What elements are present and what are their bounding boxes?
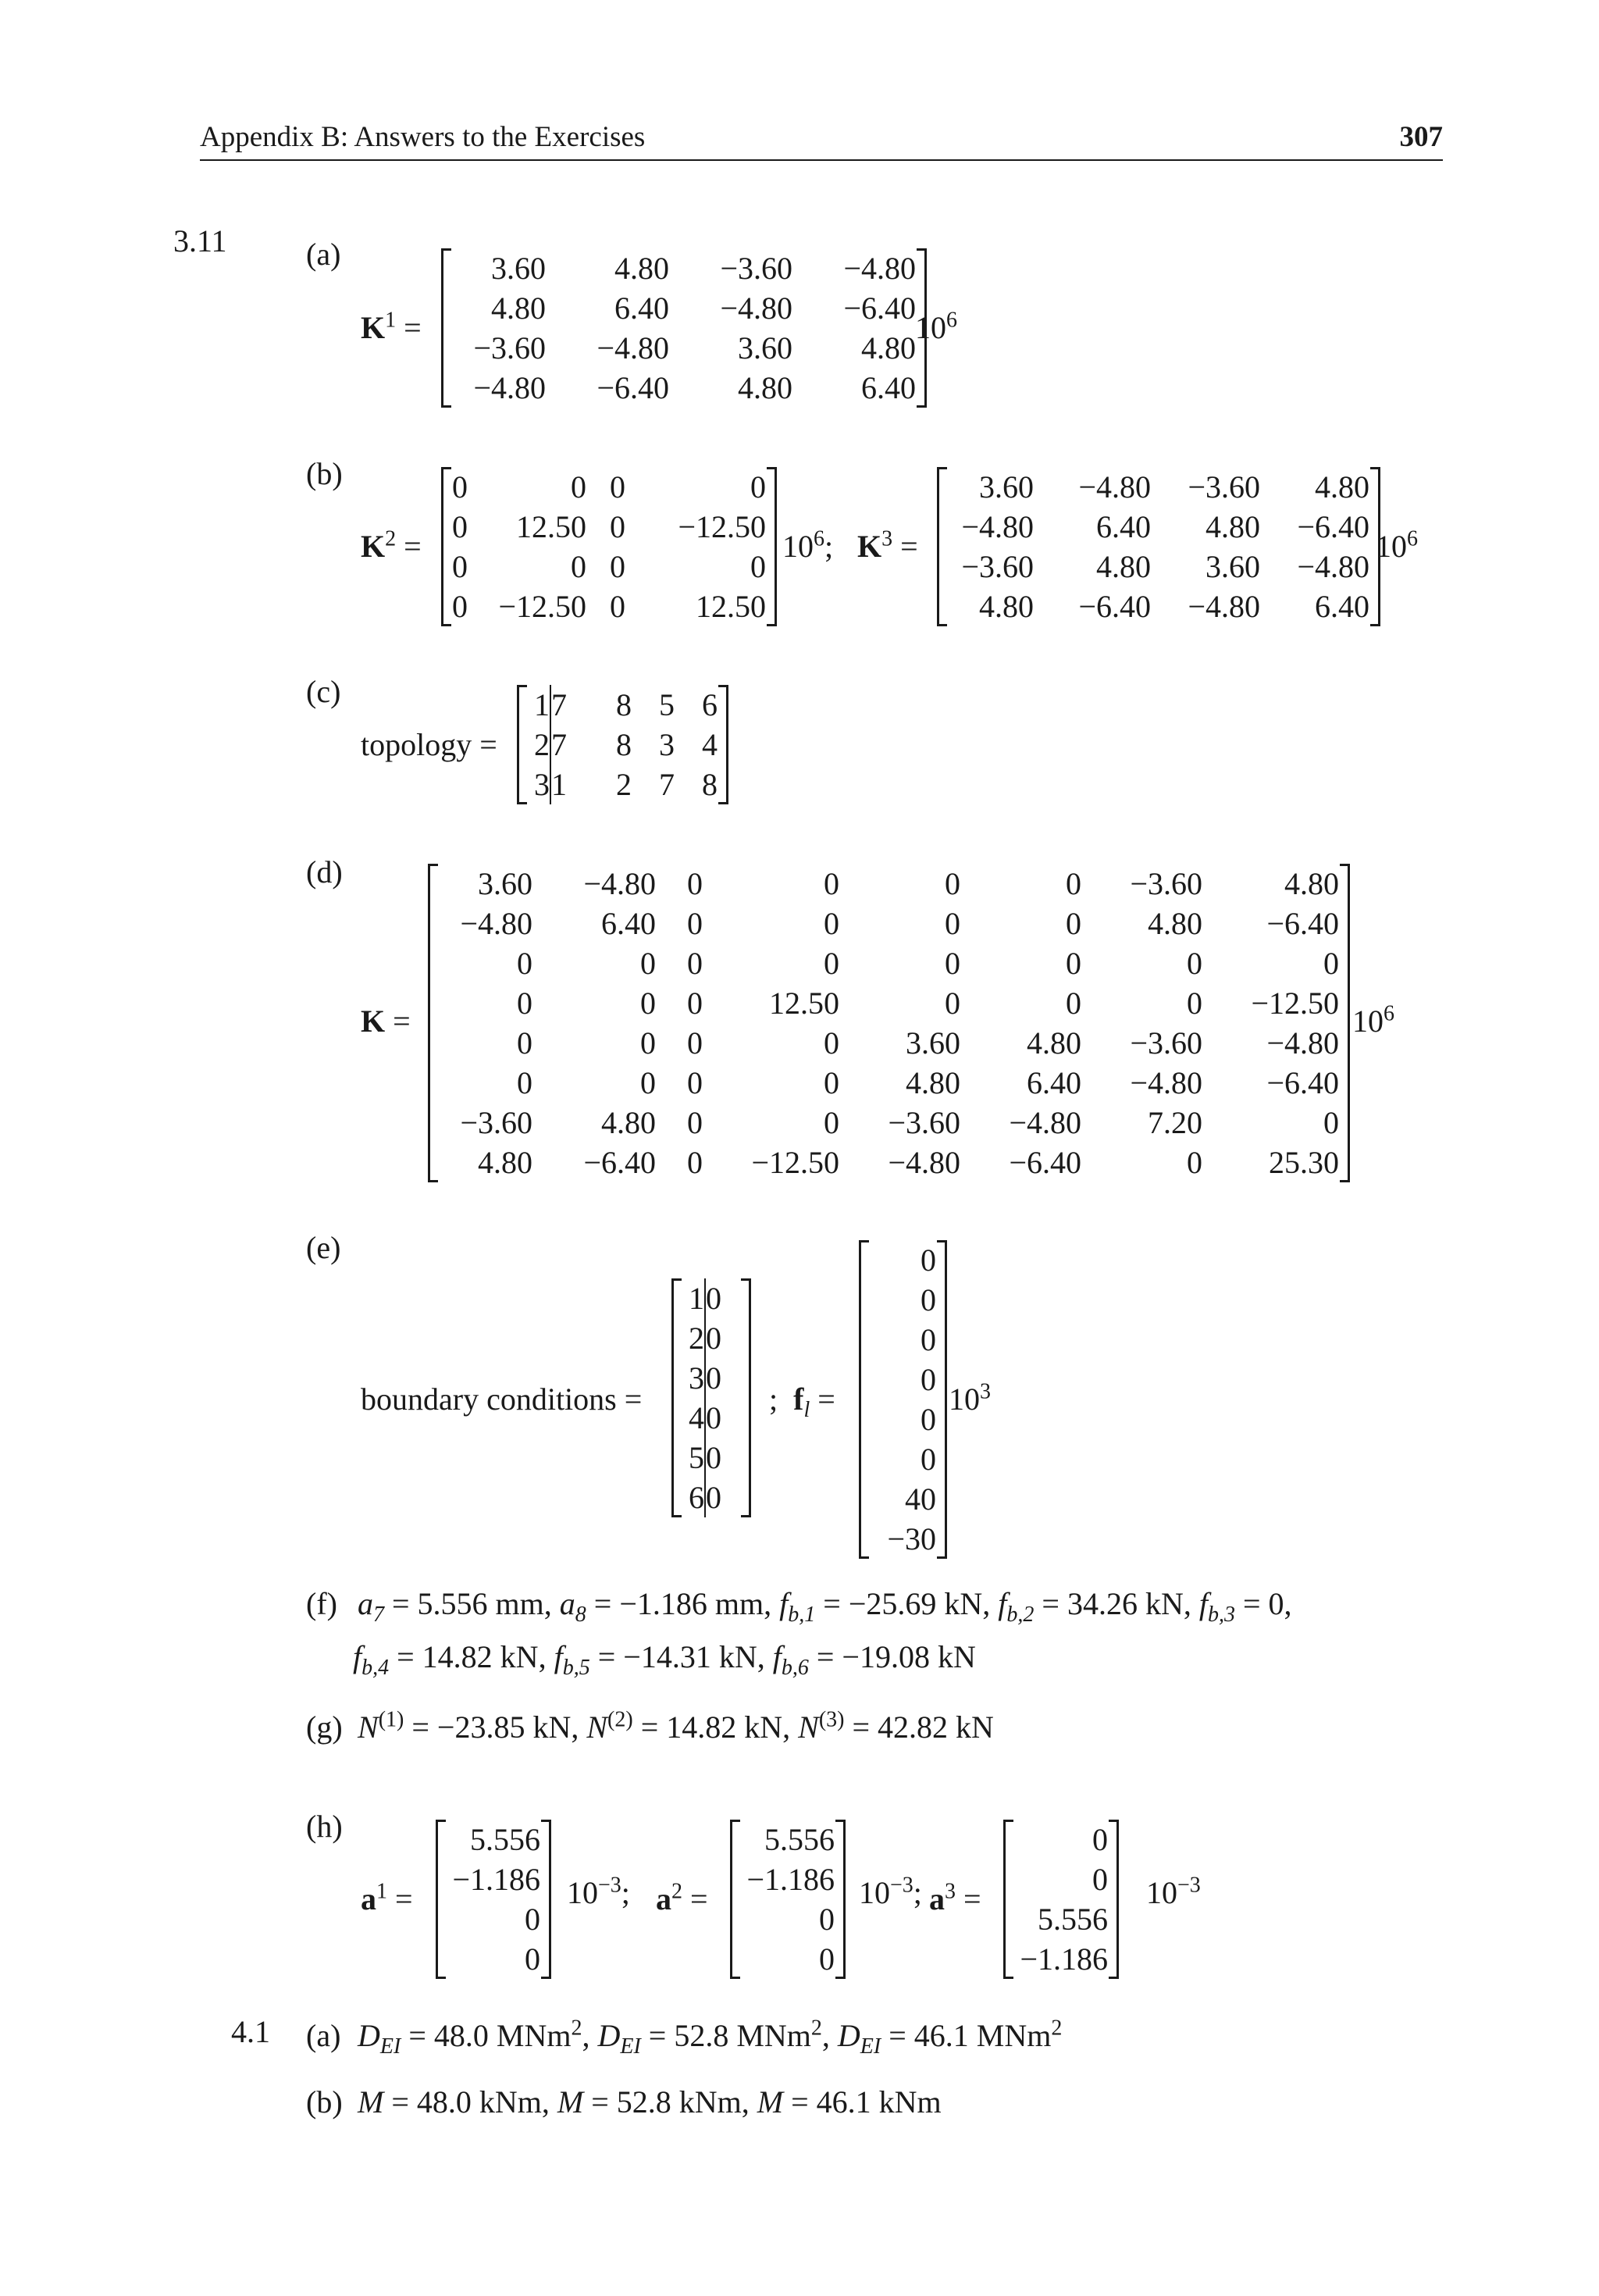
matrix-cell: −4.80	[961, 509, 1034, 544]
matrix-cell: −4.80	[1297, 549, 1369, 584]
matrix-row	[948, 467, 1369, 507]
matrix-cell: 0	[640, 1025, 656, 1061]
matrix-cell: −12.50	[678, 509, 766, 544]
matrix-cell: 0	[824, 906, 839, 941]
matrix-cell: 0	[1066, 906, 1081, 941]
matrix-cell: 8	[702, 767, 718, 802]
matrix-cell: 5	[659, 687, 675, 722]
matrix-cell: −3.60	[460, 1105, 532, 1140]
matrix-cell: 4.80	[1027, 1025, 1081, 1061]
matrix-row	[439, 1143, 1339, 1182]
ex41-part-b-line	[358, 2084, 942, 2120]
right-bracket	[1340, 864, 1350, 1182]
matrix-row	[439, 943, 1339, 983]
math-item: M = 52.8 kNm,	[557, 2084, 750, 2120]
matrix-cell: 7	[659, 767, 675, 802]
matrix-cell: −1.186	[452, 1862, 540, 1897]
matrix-cell: 12.50	[516, 509, 586, 544]
matrix-row	[948, 586, 1369, 626]
matrix-cell: 5.556	[764, 1822, 835, 1857]
matrix-cell: 3.60	[738, 330, 792, 365]
matrix-cell: −3.60	[961, 549, 1034, 584]
matrix-row	[439, 864, 1339, 904]
boundary-conditions-matrix	[671, 1278, 751, 1517]
math-item: $D_{EI} = 52.8$ MNm$^2$,	[597, 2016, 830, 2059]
matrix-cell: 0	[1092, 1862, 1108, 1897]
matrix-cell: 0	[705, 1278, 740, 1318]
matrix-row	[870, 1360, 936, 1399]
left-bracket	[517, 685, 527, 804]
matrix-cell: 0	[1187, 1145, 1202, 1180]
matrix-cell: 4.80	[1148, 906, 1202, 941]
matrix-cell: 6.40	[1027, 1065, 1081, 1100]
matrix-cell: 2	[616, 767, 632, 802]
k1-factor: $10^6$	[915, 308, 957, 345]
matrix-cell: −4.80	[583, 866, 656, 901]
math-item: $N^{(1)} = -23.85$ kN,	[358, 1707, 579, 1745]
header-rule	[200, 159, 1443, 161]
matrix-cell: −4.80	[888, 1145, 960, 1180]
matrix-cell: 0	[824, 866, 839, 901]
math-item: $f_{b,6} = -19.08$ kN	[772, 1639, 976, 1680]
matrix-row	[528, 725, 718, 765]
right-bracket	[767, 467, 777, 626]
matrix-cell: 0	[640, 946, 656, 981]
matrix-cell: 0	[517, 1025, 532, 1061]
matrix-cell: 4.80	[1096, 549, 1151, 584]
matrix-cell: 12.50	[696, 589, 766, 624]
math-item: $f_{b,1} = -25.69$ kN,	[779, 1586, 991, 1627]
matrix-cell: 4.80	[1284, 866, 1339, 901]
k2-factor: $10^6$;	[782, 526, 834, 564]
matrix-row	[870, 1479, 936, 1519]
matrix-cell: −6.40	[1078, 589, 1151, 624]
matrix-cell: 0	[687, 946, 703, 981]
matrix-row	[447, 1820, 540, 1859]
math-item: M = 48.0 kNm,	[358, 2084, 550, 2120]
matrix-cell: 0	[945, 986, 960, 1021]
right-bracket	[741, 1278, 751, 1517]
matrix-row	[1014, 1820, 1108, 1859]
math-item: M = 46.1 kNm	[757, 2084, 942, 2120]
matrix-cell: 8	[616, 727, 632, 762]
matrix-row	[870, 1519, 936, 1559]
part-b-label: (b)	[306, 456, 343, 491]
matrix-cell: −6.40	[1266, 1065, 1339, 1100]
matrix-row	[452, 467, 766, 507]
matrix-cell: 0	[945, 906, 960, 941]
matrix-cell: 0	[921, 1442, 936, 1477]
k-lhs: K =	[361, 1004, 411, 1039]
matrix-cell: 0	[610, 469, 625, 504]
matrix-cell: −6.40	[1009, 1145, 1081, 1180]
matrix-cell: 3.60	[1205, 549, 1260, 584]
matrix-row	[452, 288, 916, 328]
part-c-label: (c)	[306, 674, 341, 709]
matrix-cell: 0	[610, 509, 625, 544]
matrix-cell: −4.80	[1188, 589, 1260, 624]
left-bracket	[937, 467, 947, 626]
fl-lhs: ; $f_l$ =	[769, 1382, 835, 1422]
part-d-label: (d)	[306, 854, 343, 890]
k1-matrix	[441, 248, 927, 408]
matrix-cell: −3.60	[1130, 866, 1202, 901]
exercise-number-3-11: 3.11	[173, 223, 227, 258]
matrix-cell: 4	[689, 1400, 704, 1435]
matrix-cell: 0	[687, 906, 703, 941]
matrix-cell: 0	[610, 589, 625, 624]
matrix-row	[870, 1399, 936, 1439]
matrix-cell: 0	[1066, 946, 1081, 981]
matrix-cell: 6.40	[861, 370, 916, 405]
math-item: $a_8 = -1.186$ mm,	[559, 1586, 772, 1627]
right-bracket	[541, 1820, 551, 1979]
matrix-cell: 0	[1323, 946, 1339, 981]
matrix-cell: 4.80	[738, 370, 792, 405]
a1-vector	[436, 1820, 551, 1979]
matrix-cell: −4.80	[1009, 1105, 1081, 1140]
matrix-cell: −4.80	[1266, 1025, 1339, 1061]
matrix-row	[682, 1398, 740, 1438]
matrix-cell: 7	[550, 685, 589, 725]
bc-lhs: boundary conditions =	[361, 1382, 643, 1417]
matrix-cell: 0	[824, 1065, 839, 1100]
matrix-cell: 0	[687, 1105, 703, 1140]
matrix-row	[447, 1859, 540, 1899]
matrix-row	[1014, 1899, 1108, 1939]
math-item: $f_{b,2} = 34.26$ kN,	[998, 1586, 1191, 1627]
matrix-cell: −4.80	[720, 291, 792, 326]
k2-lhs: $K^2$ =	[361, 526, 422, 564]
matrix-cell: 0	[1092, 1822, 1108, 1857]
matrix-cell: 4.80	[491, 291, 546, 326]
a2-vector	[730, 1820, 846, 1979]
matrix-cell: −30	[887, 1521, 936, 1556]
matrix-cell: 40	[905, 1481, 936, 1517]
matrix-cell: 0	[452, 549, 468, 584]
matrix-cell: 0	[687, 1145, 703, 1180]
matrix-cell: −3.60	[1130, 1025, 1202, 1061]
topology-matrix	[517, 685, 728, 804]
left-bracket	[1003, 1820, 1013, 1979]
matrix-cell: 4.80	[906, 1065, 960, 1100]
matrix-cell: 4.80	[979, 589, 1034, 624]
matrix-cell: 5	[689, 1440, 704, 1475]
right-bracket	[718, 685, 728, 804]
right-bracket	[1109, 1820, 1119, 1979]
matrix-cell: −12.50	[1251, 986, 1339, 1021]
matrix-cell: 6	[702, 687, 718, 722]
matrix-row	[528, 765, 718, 804]
matrix-cell: −12.50	[498, 589, 586, 624]
part-a-label: (a)	[306, 237, 341, 272]
matrix-row	[528, 685, 718, 725]
left-bracket	[441, 248, 451, 408]
matrix-cell: 0	[640, 1065, 656, 1100]
left-bracket	[730, 1820, 740, 1979]
matrix-cell: 0	[571, 549, 586, 584]
matrix-cell: 1	[534, 687, 550, 722]
part-g-label: (g)	[306, 1710, 343, 1745]
matrix-cell: −6.40	[583, 1145, 656, 1180]
matrix-row	[741, 1939, 835, 1979]
matrix-cell: 4	[702, 727, 718, 762]
running-title: Appendix B: Answers to the Exercises	[200, 121, 646, 153]
math-item: $N^{(2)} = 14.82$ kN,	[586, 1707, 791, 1745]
left-bracket	[441, 467, 451, 626]
matrix-row	[439, 1023, 1339, 1063]
k3-matrix	[937, 467, 1380, 626]
math-item: $f_{b,3} = 0$,	[1198, 1586, 1292, 1627]
part-f-line-2	[353, 1638, 976, 1680]
matrix-cell: 3.60	[906, 1025, 960, 1061]
matrix-row	[870, 1280, 936, 1320]
matrix-cell: 2	[689, 1321, 704, 1356]
matrix-cell: 4.80	[1315, 469, 1369, 504]
topology-lhs: topology =	[361, 727, 497, 762]
matrix-row	[741, 1899, 835, 1939]
matrix-cell: 0	[824, 1025, 839, 1061]
matrix-cell: 0	[705, 1358, 740, 1398]
matrix-cell: 7.20	[1148, 1105, 1202, 1140]
matrix-row	[1014, 1939, 1108, 1979]
left-bracket	[859, 1240, 869, 1559]
matrix-cell: 0	[687, 1065, 703, 1100]
matrix-cell: 8	[616, 687, 632, 722]
part-h-label: (h)	[306, 1809, 343, 1844]
matrix-cell: 0	[1187, 946, 1202, 981]
matrix-cell: 0	[921, 1362, 936, 1397]
fl-factor: $10^3$	[949, 1379, 991, 1417]
left-bracket	[436, 1820, 446, 1979]
matrix-cell: 0	[687, 866, 703, 901]
matrix-cell: 4.80	[861, 330, 916, 365]
matrix-cell: 6.40	[614, 291, 669, 326]
matrix-cell: 0	[705, 1438, 740, 1478]
a1-lhs: $a^1$ =	[361, 1879, 413, 1916]
k-global-matrix	[428, 864, 1350, 1182]
exercise-number-4-1: 4.1	[231, 2014, 270, 2049]
matrix-row	[741, 1820, 835, 1859]
matrix-cell: −4.80	[1078, 469, 1151, 504]
math-item: $N^{(3)} = 42.82$ kN	[798, 1707, 994, 1745]
matrix-cell: 0	[571, 469, 586, 504]
a2-lhs: $a^2$ =	[656, 1879, 708, 1916]
matrix-cell: 4.80	[614, 251, 669, 286]
math-item: $D_{EI} = 48.0$ MNm$^2$,	[358, 2016, 590, 2059]
matrix-row	[682, 1318, 740, 1358]
ex41-part-b-label: (b)	[306, 2084, 343, 2120]
matrix-cell: −1.186	[746, 1862, 835, 1897]
matrix-row	[452, 368, 916, 408]
matrix-cell: 1	[689, 1281, 704, 1316]
matrix-cell: 0	[705, 1478, 740, 1517]
ex41-part-a-label: (a)	[306, 2018, 341, 2053]
matrix-cell: 6.40	[601, 906, 656, 941]
matrix-cell: 3.60	[979, 469, 1034, 504]
matrix-cell: 3	[689, 1360, 704, 1396]
matrix-row	[1014, 1859, 1108, 1899]
matrix-cell: 0	[452, 469, 468, 504]
matrix-cell: −4.80	[460, 906, 532, 941]
math-item: $D_{EI} = 46.1$ MNm$^2$	[837, 2016, 1063, 2059]
k1-lhs: $K^1$ =	[361, 308, 422, 345]
left-bracket	[671, 1278, 682, 1517]
matrix-cell: 12.50	[769, 986, 839, 1021]
matrix-cell: 0	[921, 1282, 936, 1317]
matrix-cell: 0	[819, 1941, 835, 1977]
math-item: $f_{b,5} = -14.31$ kN,	[554, 1639, 765, 1680]
matrix-cell: −6.40	[597, 370, 669, 405]
matrix-cell: 0	[824, 946, 839, 981]
a2-factor: $10^{-3}$;	[859, 1873, 922, 1910]
matrix-cell: 0	[921, 1402, 936, 1437]
matrix-row	[682, 1278, 740, 1318]
page-number: 307	[1399, 121, 1443, 153]
matrix-cell: 3	[659, 727, 675, 762]
math-item: $f_{b,4} = 14.82$ kN,	[353, 1639, 547, 1680]
math-item: $a_7 = 5.556$ mm,	[358, 1586, 552, 1627]
matrix-row	[948, 547, 1369, 586]
matrix-row	[741, 1859, 835, 1899]
matrix-cell: −4.80	[1130, 1065, 1202, 1100]
matrix-cell: 0	[687, 986, 703, 1021]
matrix-row	[447, 1899, 540, 1939]
matrix-row	[452, 547, 766, 586]
matrix-cell: 0	[517, 946, 532, 981]
matrix-cell: 3.60	[491, 251, 546, 286]
ex41-part-a-line	[358, 2016, 1063, 2059]
matrix-cell: −12.50	[751, 1145, 839, 1180]
matrix-cell: 25.30	[1269, 1145, 1339, 1180]
matrix-cell: 3.60	[478, 866, 532, 901]
matrix-cell: 0	[945, 866, 960, 901]
matrix-row	[439, 1103, 1339, 1143]
matrix-row	[452, 328, 916, 368]
matrix-row	[452, 507, 766, 547]
matrix-row	[439, 904, 1339, 943]
matrix-cell: 7	[550, 725, 589, 765]
matrix-cell: −6.40	[1266, 906, 1339, 941]
matrix-row	[682, 1358, 740, 1398]
matrix-cell: 0	[824, 1105, 839, 1140]
matrix-cell: 4.80	[1205, 509, 1260, 544]
matrix-cell: 4.80	[478, 1145, 532, 1180]
part-g-line	[358, 1709, 994, 1745]
matrix-cell: −6.40	[1297, 509, 1369, 544]
matrix-cell: 0	[525, 1902, 540, 1937]
k-factor: $10^6$	[1352, 1001, 1394, 1039]
matrix-cell: 0	[921, 1322, 936, 1357]
matrix-row	[682, 1438, 740, 1478]
matrix-cell: 6	[689, 1480, 704, 1515]
matrix-cell: −4.80	[843, 251, 916, 286]
matrix-cell: −4.80	[597, 330, 669, 365]
fl-vector	[859, 1240, 947, 1559]
matrix-row	[870, 1320, 936, 1360]
left-bracket	[428, 864, 438, 1182]
a1-factor: $10^{-3}$;	[567, 1873, 630, 1910]
matrix-row	[439, 1063, 1339, 1103]
matrix-cell: 0	[1066, 866, 1081, 901]
matrix-cell: 4.80	[601, 1105, 656, 1140]
matrix-cell: 0	[452, 589, 468, 624]
part-f-label: (f)	[306, 1586, 337, 1621]
matrix-cell: 5.556	[1038, 1902, 1108, 1937]
matrix-cell: 0	[921, 1242, 936, 1278]
matrix-row	[682, 1478, 740, 1517]
matrix-cell: 0	[517, 1065, 532, 1100]
matrix-cell: 1	[550, 765, 589, 804]
matrix-cell: 0	[687, 1025, 703, 1061]
matrix-cell: −3.60	[1188, 469, 1260, 504]
matrix-cell: 0	[525, 1941, 540, 1977]
matrix-cell: 0	[750, 549, 766, 584]
matrix-row	[870, 1439, 936, 1479]
matrix-cell: 0	[945, 946, 960, 981]
part-e-label: (e)	[306, 1230, 341, 1265]
matrix-row	[452, 248, 916, 288]
matrix-cell: −1.186	[1020, 1941, 1108, 1977]
matrix-cell: −4.80	[473, 370, 546, 405]
matrix-cell: 0	[610, 549, 625, 584]
matrix-row	[452, 586, 766, 626]
matrix-row	[439, 983, 1339, 1023]
matrix-cell: 6.40	[1096, 509, 1151, 544]
matrix-cell: 3	[534, 767, 550, 802]
matrix-cell: 2	[534, 727, 550, 762]
k2-matrix	[441, 467, 777, 626]
matrix-cell: 0	[640, 986, 656, 1021]
matrix-cell: −3.60	[888, 1105, 960, 1140]
matrix-cell: −3.60	[720, 251, 792, 286]
matrix-cell: 5.556	[470, 1822, 540, 1857]
a3-factor: $10^{-3}$	[1146, 1873, 1201, 1910]
matrix-cell: 6.40	[1315, 589, 1369, 624]
matrix-cell: 0	[750, 469, 766, 504]
right-bracket	[937, 1240, 947, 1559]
k3-lhs: $K^3$ =	[857, 526, 918, 564]
matrix-cell: 0	[705, 1398, 740, 1438]
matrix-row	[447, 1939, 540, 1979]
part-f-line-1	[358, 1585, 1292, 1627]
matrix-cell: 0	[1187, 986, 1202, 1021]
right-bracket	[835, 1820, 846, 1979]
matrix-row	[870, 1240, 936, 1280]
matrix-cell: 0	[452, 509, 468, 544]
matrix-cell: 0	[705, 1318, 740, 1358]
matrix-cell: 0	[517, 986, 532, 1021]
a3-lhs: $a^3$ =	[929, 1879, 981, 1916]
k3-factor: $10^6$	[1376, 526, 1418, 564]
matrix-row	[948, 507, 1369, 547]
matrix-cell: 0	[1323, 1105, 1339, 1140]
matrix-cell: 0	[1066, 986, 1081, 1021]
matrix-cell: −3.60	[473, 330, 546, 365]
matrix-cell: 0	[819, 1902, 835, 1937]
a3-vector	[1003, 1820, 1119, 1979]
matrix-cell: −6.40	[843, 291, 916, 326]
